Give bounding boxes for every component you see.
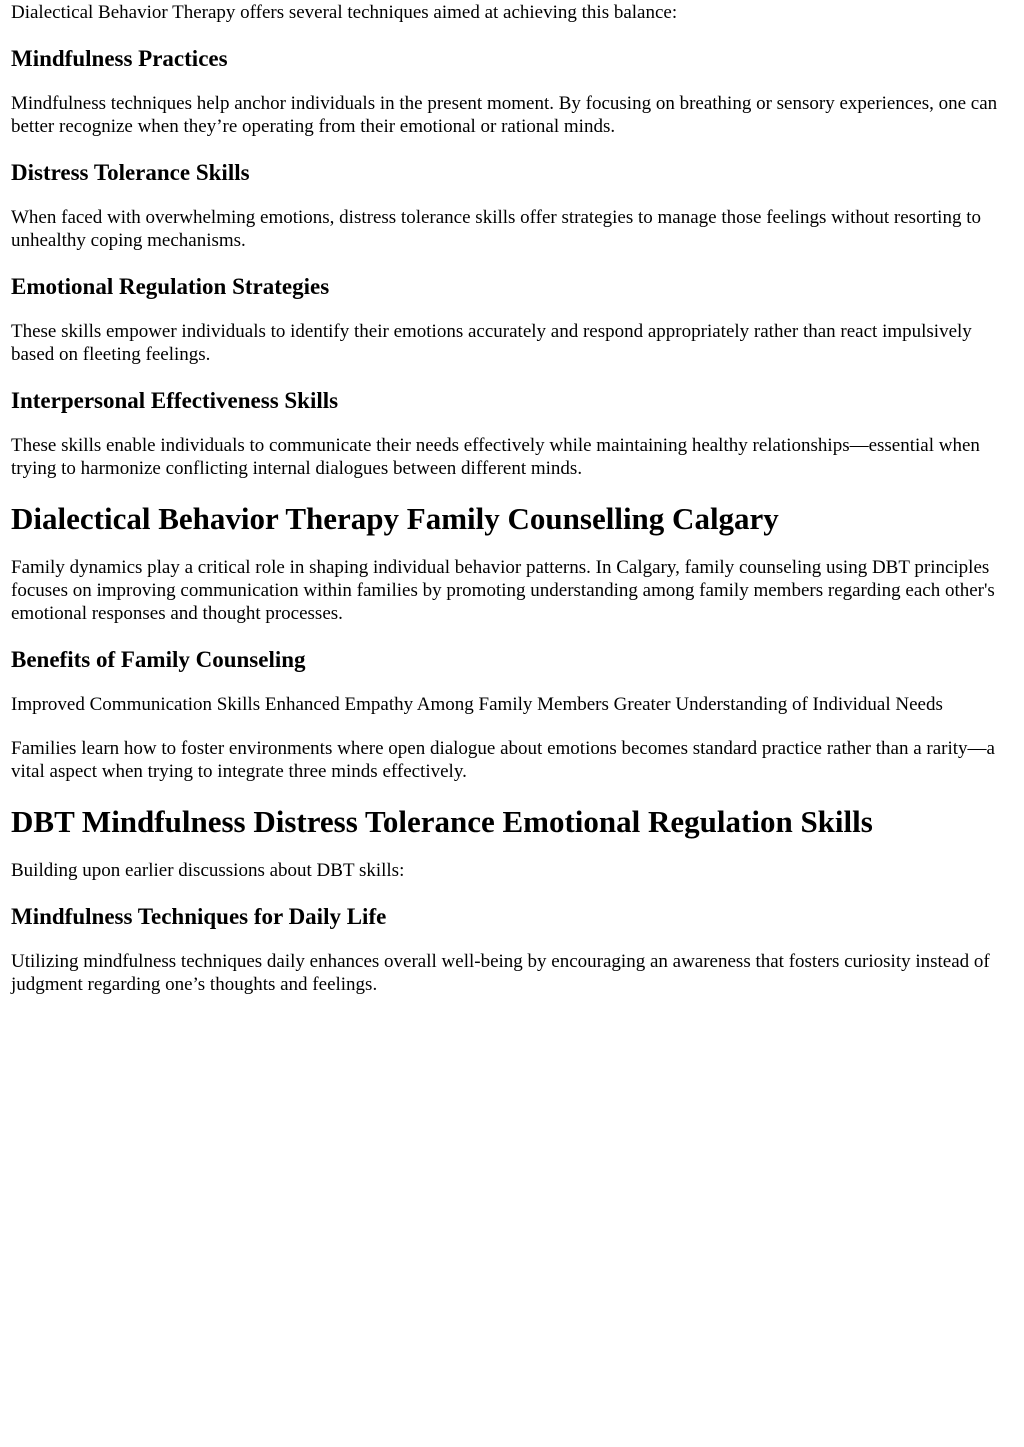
heading-dbt-skills: DBT Mindfulness Distress Tolerance Emotional Regulation Skills	[11, 804, 873, 839]
paragraph-interpersonal-effectiveness: These skills enable individuals to communicate their needs effectively while maintaining healthy relationships—essential when trying to harmonize conflicting internal dialogues between different minds.	[11, 435, 980, 479]
paragraph-dbt-skills: Building upon earlier discussions about DBT skills:	[11, 860, 405, 881]
heading-mindfulness-practices: Mindfulness Practices	[11, 46, 228, 71]
paragraph-distress-tolerance: When faced with overwhelming emotions, distress tolerance skills offer strategies to manage those feelings without resorting to unhealthy coping mechanisms.	[11, 207, 981, 251]
intro-paragraph: Dialectical Behavior Therapy offers several techniques aimed at achieving this balance:	[11, 2, 678, 23]
heading-family-counselling: Dialectical Behavior Therapy Family Counselling Calgary	[11, 501, 779, 536]
heading-distress-tolerance: Distress Tolerance Skills	[11, 160, 250, 185]
paragraph-benefits: Families learn how to foster environments where open dialogue about emotions becomes standard practice rather than a rarity—a vital aspect when trying to integrate three minds effectively.	[11, 738, 995, 782]
heading-emotional-regulation: Emotional Regulation Strategies	[11, 274, 330, 299]
paragraph-family-counselling: Family dynamics play a critical role in shaping individual behavior patterns. In Calgary, family counseling using DBT principles focuses on improving communication within families by promoting understanding among family members regarding each other's emotional responses and thought processes.	[11, 557, 995, 624]
heading-interpersonal-effectiveness: Interpersonal Effectiveness Skills	[11, 388, 339, 413]
benefits-list-text: Improved Communication Skills Enhanced Empathy Among Family Members Greater Understanding of Individual Needs	[11, 694, 943, 715]
paragraph-mindfulness-daily-life: Utilizing mindfulness techniques daily enhances overall well-being by encouraging an awareness that fosters curiosity instead of judgment regarding one’s thoughts and feelings.	[11, 951, 990, 995]
heading-mindfulness-daily-life: Mindfulness Techniques for Daily Life	[11, 904, 387, 929]
heading-benefits-family-counseling: Benefits of Family Counseling	[11, 647, 306, 672]
article-body	[0, 1, 1024, 996]
paragraph-emotional-regulation: These skills empower individuals to identify their emotions accurately and respond appropriately rather than react impulsively based on fleeting feelings.	[11, 321, 972, 365]
paragraph-mindfulness-practices: Mindfulness techniques help anchor individuals in the present moment. By focusing on breathing or sensory experiences, one can better recognize when they’re operating from their emotional or rational minds.	[11, 93, 998, 137]
